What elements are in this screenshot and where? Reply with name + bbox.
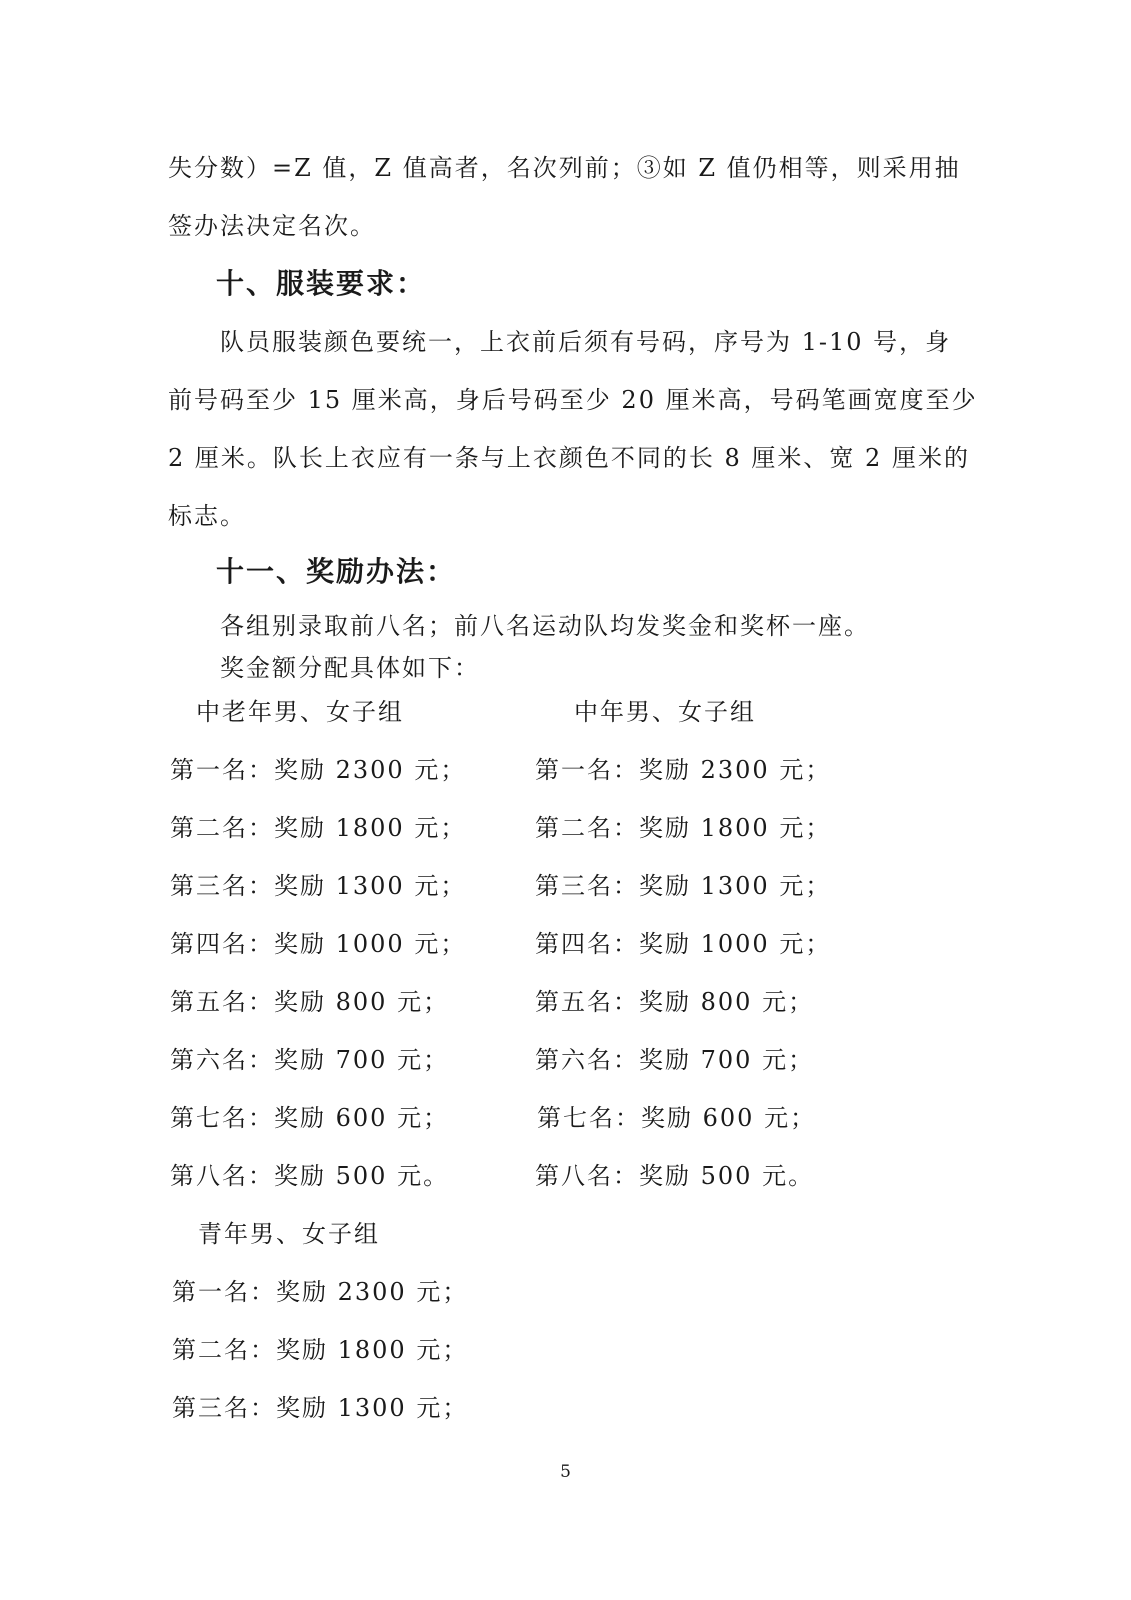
- prize-line: 第五名：奖励 800 元；: [535, 988, 815, 1016]
- prize-line: 第一名：奖励 2300 元；: [535, 756, 832, 784]
- prize-line: 第三名：奖励 1300 元；: [170, 872, 467, 900]
- prize-line: 第一名：奖励 2300 元；: [172, 1278, 469, 1306]
- page-number: 5: [560, 1462, 571, 1482]
- prize-line: 第二名：奖励 1800 元；: [535, 814, 832, 842]
- paragraph-line: 签办法决定名次。: [168, 212, 376, 240]
- paragraph-line: 标志。: [168, 502, 246, 530]
- paragraph-line: 队员服装颜色要统一，上衣前后须有号码，序号为 1-10 号，身: [220, 328, 952, 356]
- prize-line: 第二名：奖励 1800 元；: [172, 1336, 469, 1364]
- prize-line: 第六名：奖励 700 元；: [535, 1046, 815, 1074]
- prize-line: 第一名：奖励 2300 元；: [170, 756, 467, 784]
- prize-line: 第二名：奖励 1800 元；: [170, 814, 467, 842]
- group-title-youth: 青年男、女子组: [198, 1220, 380, 1248]
- prize-line: 第八名：奖励 500 元。: [170, 1162, 450, 1190]
- paragraph-line: 失分数）=Z 值，Z 值高者，名次列前；③如 Z 值仍相等，则采用抽: [168, 154, 961, 182]
- prize-line: 第七名：奖励 600 元；: [537, 1104, 817, 1132]
- prize-line: 第七名：奖励 600 元；: [170, 1104, 450, 1132]
- prize-line: 第四名：奖励 1000 元；: [170, 930, 467, 958]
- section-heading-clothing: 十、服装要求：: [216, 267, 427, 300]
- paragraph-line: 2 厘米。队长上衣应有一条与上衣颜色不同的长 8 厘米、宽 2 厘米的: [168, 444, 970, 472]
- group-title-left: 中老年男、女子组: [196, 698, 404, 726]
- paragraph-line: 各组别录取前八名；前八名运动队均发奖金和奖杯一座。: [220, 612, 870, 640]
- paragraph-line: 前号码至少 15 厘米高，身后号码至少 20 厘米高，号码笔画宽度至少: [168, 386, 978, 414]
- prize-line: 第六名：奖励 700 元；: [170, 1046, 450, 1074]
- prize-line: 第八名：奖励 500 元。: [535, 1162, 815, 1190]
- prize-line: 第四名：奖励 1000 元；: [535, 930, 832, 958]
- paragraph-line: 奖金额分配具体如下：: [220, 654, 480, 682]
- group-title-right: 中年男、女子组: [574, 698, 756, 726]
- prize-line: 第三名：奖励 1300 元；: [535, 872, 832, 900]
- prize-line: 第五名：奖励 800 元；: [170, 988, 450, 1016]
- prize-line: 第三名：奖励 1300 元；: [172, 1394, 469, 1422]
- section-heading-awards: 十一、奖励办法：: [216, 555, 457, 588]
